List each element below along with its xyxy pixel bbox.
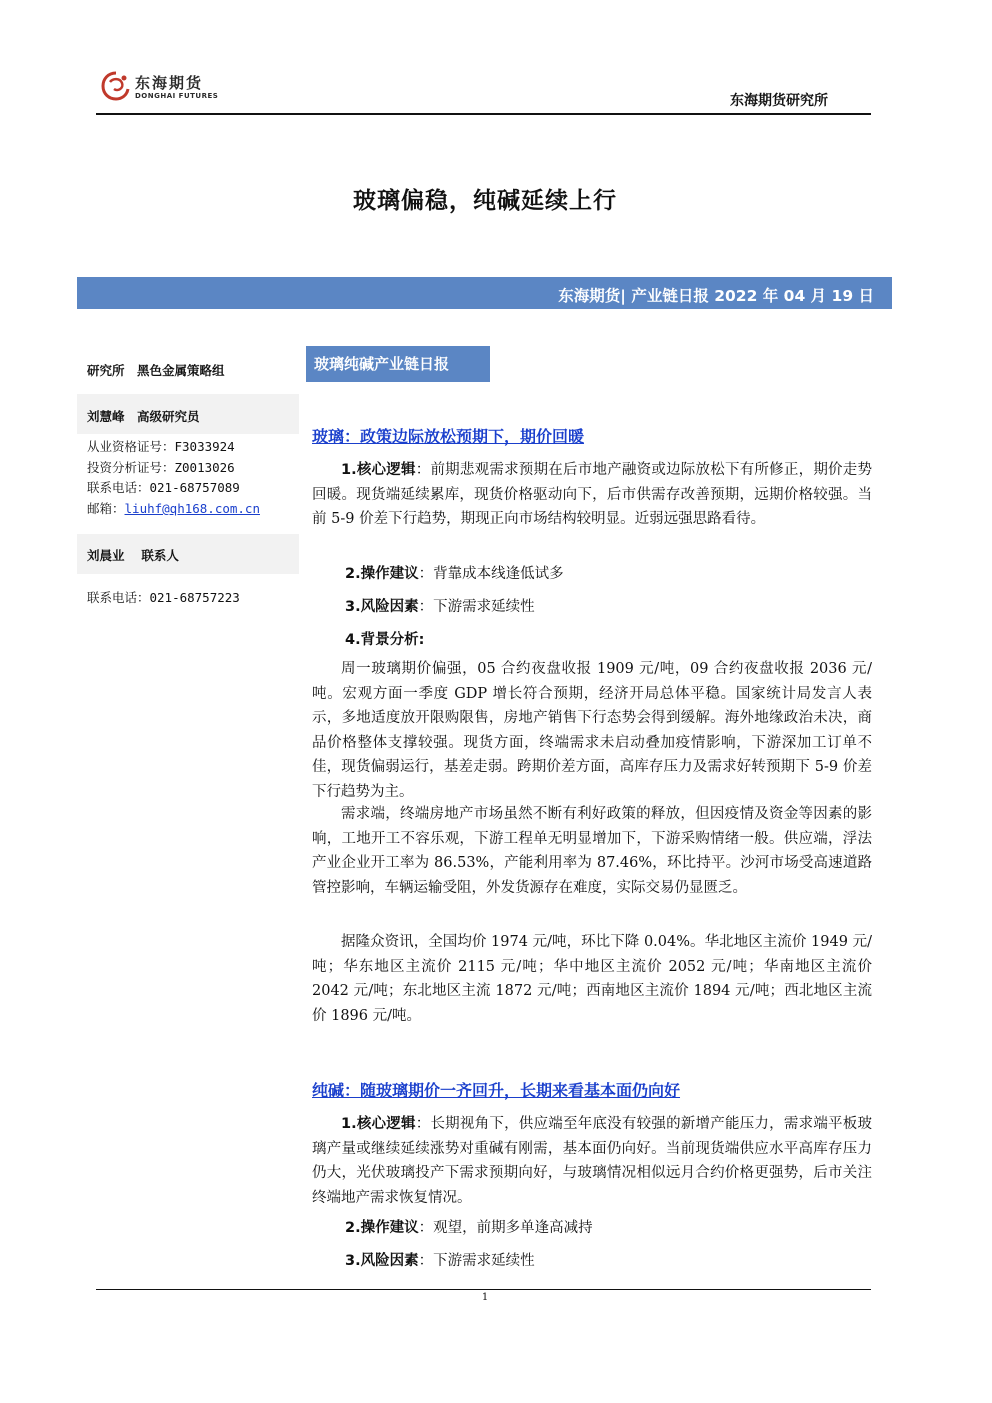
glass-bg-text-3: 据隆众资讯，全国均价 1974 元/吨，环比下降 0.04%。华北地区主流价 1949 元/吨；华东地区主流价 2115 元/吨；华中地区主流价 2052 元/吨；华南地区主流价 2042 元/吨；东北地区主流 1872 元/吨；西南地区主流价 1894 元/吨；西北地区主流价 1896 元/吨。 [312, 934, 872, 1024]
email-link[interactable]: liuhf@qh168.com.cn [124, 500, 260, 516]
soda-advice-label: 2.操作建议 [345, 1220, 419, 1236]
report-title: 玻璃偏稳，纯碱延续上行 [353, 188, 617, 214]
analyst2-name: 刘晨业 联系人 [87, 548, 179, 563]
qualification-number: 从业资格证号：F3033924 [87, 439, 235, 454]
glass-advice-text: ：背靠成本线逢低试多 [418, 566, 564, 582]
glass-advice [345, 562, 564, 583]
institute-name: 东海期货研究所 [730, 93, 828, 109]
soda-risk-label: 3.风险因素 [345, 1253, 419, 1269]
analyst1-contact [87, 437, 260, 519]
glass-bg-text-2: 需求端，终端房地产市场虽然不断有利好政策的释放，但因疫情及资金等因素的影响，工地开工不容乐观，下游工程单无明显增加下，下游采购情绪一般。供应端，浮法产业企业开工率为 86.53%，产能利用率为 87.46%，环比持平。沙河市场受高速道路管控影响，车辆运输受阻，外发货源存在难度，实际交易仍显匮乏。 [312, 806, 872, 896]
soda-advice [345, 1216, 593, 1237]
soda-heading[interactable]: 纯碱：随玻璃期价一齐回升，长期来看基本面仍向好 [312, 1081, 681, 1100]
glass-bg-label: 4.背景分析: [345, 632, 425, 648]
soda-risk-text: ：下游需求延续性 [418, 1253, 535, 1269]
glass-core-logic [312, 458, 872, 532]
logo-english-name: DONGHAI FUTURES [135, 92, 219, 100]
glass-bg-paragraph-2 [312, 802, 872, 900]
soda-core-logic [312, 1112, 872, 1210]
glass-logic-text: ：前期悲观需求预期在后市地产融资或边际放松下有所修正，期价走势回暖。现货端延续累库，现货价格驱动向下，后市供需存改善预期，远期价格较强。当前 5-9 价差下行趋势，期现正向市场结构较明显。近弱远强思路看待。 [312, 462, 872, 527]
donghai-logo-icon [100, 70, 132, 102]
glass-bg-text-1: 周一玻璃期价偏强，05 合约夜盘收报 1909 元/吨，09 合约夜盘收报 2036 元/吨。宏观方面一季度 GDP 增长符合预期，经济开局总体平稳。国家统计局发言人表示，多地适度放开限购限售，房地产销售下行态势会得到缓解。海外地缘政治未决，商品价格整体支撑较强。现货方面，终端需求未启动叠加疫情影响，下游深加工订单不佳，现货偏弱运行，基差走弱。跨期价差方面，高库存压力及需求好转预期下 5-9 价差下行趋势为主。 [312, 661, 872, 800]
page-number: 1 [481, 1292, 489, 1303]
soda-logic-text: ：长期视角下，供应端至年底没有较强的新增产能压力，需求端平板玻璃产量或继续延续涨势对重碱有刚需，基本面仍向好。当前现货端供应水平高库存压力仍大，光伏玻璃投产下需求预期向好，与玻璃情况相似远月合约价格更强势，后市关注终端地产需求恢复情况。 [312, 1116, 872, 1206]
analyst1-phone: 联系电话：021-68757089 [87, 480, 240, 495]
soda-advice-text: ：观望，前期多单逢高减持 [418, 1220, 593, 1236]
glass-logic-label: 1.核心逻辑 [341, 462, 416, 478]
glass-heading[interactable]: 玻璃：政策边际放松预期下，期价回暖 [312, 427, 585, 446]
glass-background [345, 628, 424, 649]
soda-logic-label: 1.核心逻辑 [341, 1116, 416, 1132]
glass-risk [345, 595, 535, 616]
investment-analysis-number: 投资分析证号：Z0013026 [87, 459, 235, 475]
section-tag: 玻璃纯碱产业链日报 [306, 346, 490, 382]
glass-risk-text: ：下游需求延续性 [418, 599, 535, 615]
glass-advice-label: 2.操作建议 [345, 566, 419, 582]
analyst1-name: 刘慧峰 高级研究员 [87, 409, 200, 424]
email-row [87, 499, 260, 520]
analyst2-phone: 联系电话：021-68757223 [87, 590, 240, 605]
glass-bg-paragraph-3 [312, 930, 872, 1028]
footer-divider [96, 1289, 871, 1290]
glass-risk-label: 3.风险因素 [345, 599, 419, 615]
soda-risk [345, 1249, 535, 1270]
glass-bg-paragraph-1 [312, 657, 872, 804]
email-label: 邮箱： [87, 500, 125, 516]
logo-chinese-name: 东海期货 [135, 74, 204, 92]
research-group: 研究所 黑色金属策略组 [87, 363, 225, 378]
header-divider [96, 113, 871, 115]
date-banner-text: 东海期货| 产业链日报 2022 年 04 月 19 日 [558, 287, 874, 305]
